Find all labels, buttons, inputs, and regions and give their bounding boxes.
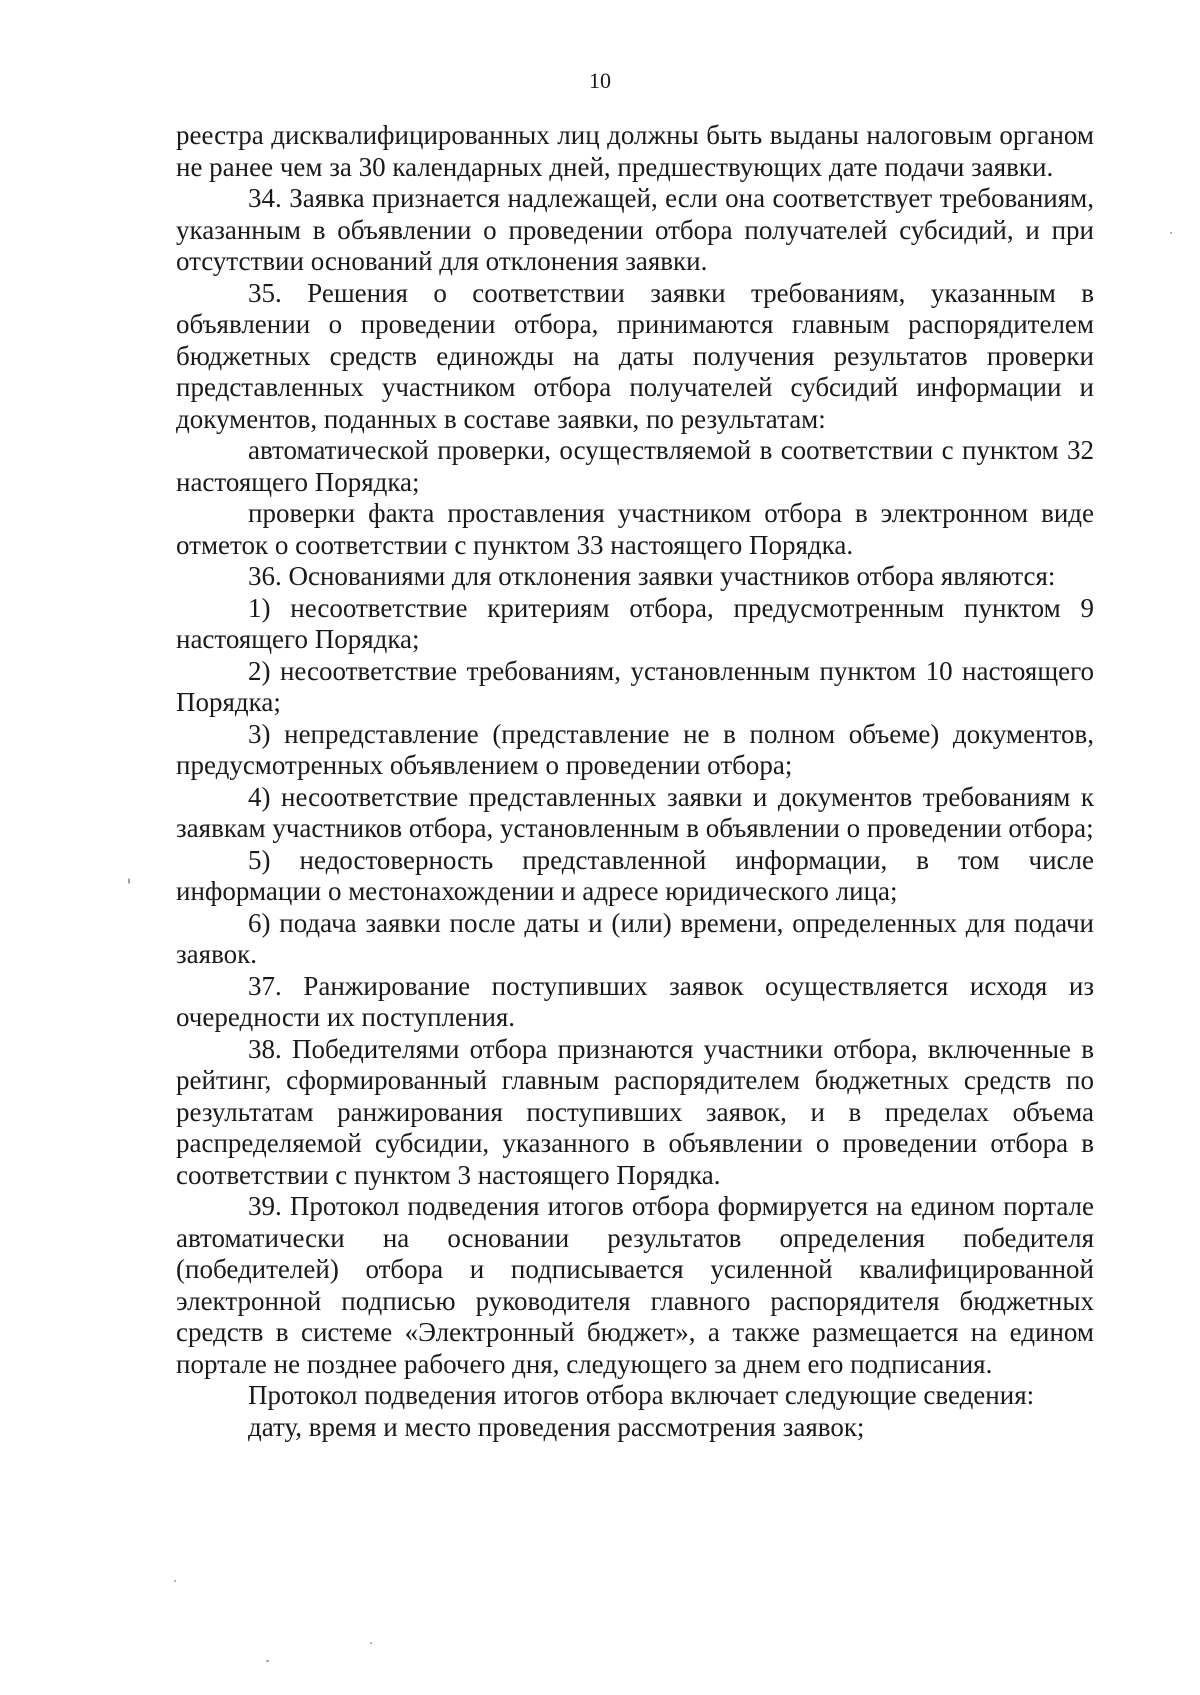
scan-speck <box>174 1580 176 1582</box>
paragraph: 36. Основаниями для отклонения заявки участников отбора являются: <box>248 561 1056 591</box>
list-item: 5) недостоверность представленной информации, в том числе информации о местонахождении и адресе юридического лица; <box>176 844 1094 906</box>
scan-speck <box>370 1642 372 1644</box>
paragraph: 35. Решения о соответствии заявки требованиям, указанным в объявлении о проведении отбора, принимаются главным распорядителем бюджетных средств единожды на даты получения результатов проверки представленных участником отбора получателей субсидий информации и документов, поданных в составе заявки, по результатам: <box>176 277 1094 434</box>
paragraph: 39. Протокол подведения итогов отбора формируется на едином портале автоматически на основании результатов определения победителя (победителей) отбора и подписывается усиленной квалифицированной электронной подписью руководителя главного распорядителя бюджетных средств в системе «Электронный бюджет», а также размещается на едином портале не позднее рабочего дня, следующего за днем его подписания. <box>176 1191 1094 1379</box>
paragraph: 37. Ранжирование поступивших заявок осуществляется исходя из очередности их поступления. <box>176 970 1094 1032</box>
paragraph: 34. Заявка признается надлежащей, если она соответствует требованиям, указанным в объявлении о проведении отбора получателей субсидий, и при отсутствии оснований для отклонения заявки. <box>176 183 1094 276</box>
list-item: 4) несоответствие представленных заявки и документов требованиям к заявкам участников отбора, установленным в объявлении о проведении отбора; <box>176 781 1094 843</box>
paragraph: реестра дисквалифицированных лиц должны быть выданы налоговым органом не ранее чем за 30 календарных дней, предшествующих дате подачи заявки. <box>176 120 1094 182</box>
list-item: 6) подача заявки после даты и (или) времени, определенных для подачи заявок. <box>176 907 1094 969</box>
list-item: 2) несоответствие требованиям, установленным пунктом 10 настоящего Порядка; <box>176 655 1094 717</box>
page-number: 10 <box>589 68 611 93</box>
paragraph: проверки факта проставления участником отбора в электронном виде отметок о соответствии с пунктом 33 настоящего Порядка. <box>176 498 1094 560</box>
paragraph: Протокол подведения итогов отбора включает следующие сведения: <box>248 1380 1035 1410</box>
scan-speck <box>266 1660 269 1662</box>
list-item: 3) непредставление (представление не в полном объеме) документов, предусмотренных объявлением о проведении отбора; <box>176 718 1094 780</box>
document-body <box>176 120 1094 1443</box>
paragraph: дату, время и место проведения рассмотрения заявок; <box>248 1411 865 1442</box>
paragraph: 38. Победителями отбора признаются участники отбора, включенные в рейтинг, сформированный главным распорядителем бюджетных средств по результатам ранжирования поступивших заявок, и в пределах объема распределяемой субсидии, указанного в объявлении о проведении отбора в соответствии с пунктом 3 настоящего Порядка. <box>176 1033 1094 1190</box>
paragraph: автоматической проверки, осуществляемой в соответствии с пунктом 32 настоящего Порядка; <box>176 435 1094 497</box>
scan-speck <box>128 878 130 884</box>
list-item: 1) несоответствие критериям отбора, предусмотренным пунктом 9 настоящего Порядка; <box>176 592 1094 654</box>
scan-speck <box>1170 232 1172 234</box>
